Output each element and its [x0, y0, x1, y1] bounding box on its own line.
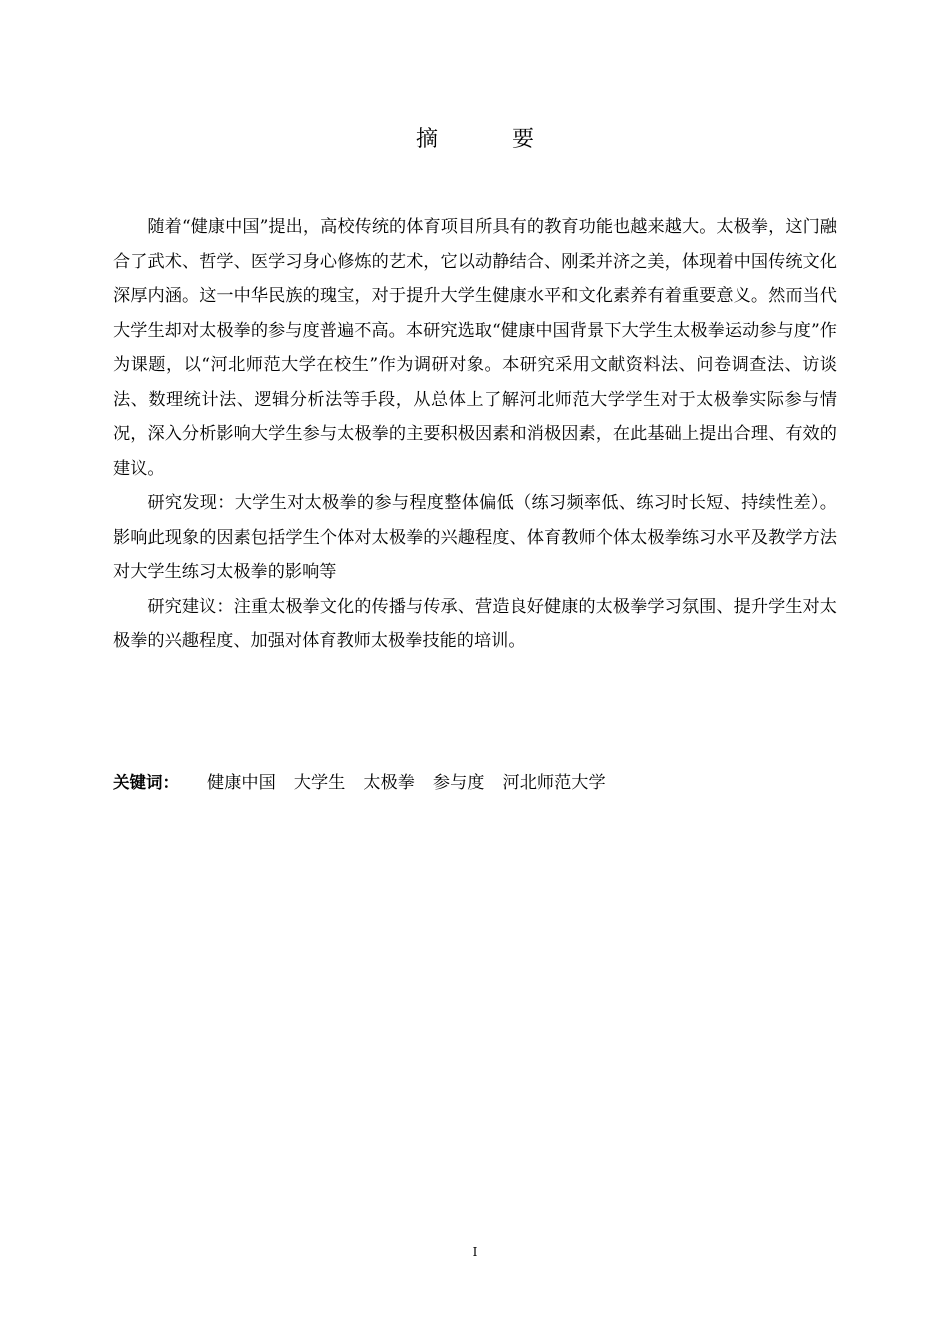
keywords-line: [113, 768, 837, 798]
page-number: I: [472, 1245, 478, 1259]
abstract-paragraph-3: 研究建议：注重太极拳文化的传播与传承、营造良好健康的太极拳学习氛围、提升学生对太极拳的兴趣程度、加强对体育教师太极拳技能的培训。: [113, 596, 837, 651]
abstract-paragraph-1: 随着“健康中国”提出，高校传统的体育项目所具有的教育功能也越来越大。太极拳，这门融合了武术、哲学、医学习身心修炼的艺术，它以动静结合、刚柔并济之美，体现着中国传统文化深厚内涵。这一中华民族的瑰宝，对于提升大学生健康水平和文化素养有着重要意义。然而当代大学生却对太极拳的参与度普遍不高。本研究选取“健康中国背景下大学生太极拳运动参与度”作为课题，以“河北师范大学在校生”作为调研对象。本研究采用文献资料法、问卷调查法、访谈法、数理统计法、逻辑分析法等手段，从总体上了解河北师范大学学生对于太极拳实际参与情况，深入分析影响大学生参与太极拳的主要积极因素和消极因素，在此基础上提出合理、有效的建议。: [113, 217, 837, 479]
abstract-title: 摘 要: [415, 127, 560, 152]
keywords-label: 关键词：: [113, 773, 179, 792]
keyword-item: 参与度: [432, 773, 485, 793]
keyword-item: 大学生: [293, 773, 346, 793]
abstract-body: [113, 210, 837, 659]
keyword-item: 健康中国: [207, 773, 276, 793]
abstract-paragraph-2: 研究发现：大学生对太极拳的参与程度整体偏低（练习频率低、练习时长短、持续性差）。影响此现象的因素包括学生个体对太极拳的兴趣程度、体育教师个体太极拳练习水平及教学方法对大学生练习太极拳的影响等: [113, 493, 837, 582]
keyword-item: 太极拳: [363, 773, 415, 793]
keyword-item: 河北师范大学: [502, 773, 606, 793]
